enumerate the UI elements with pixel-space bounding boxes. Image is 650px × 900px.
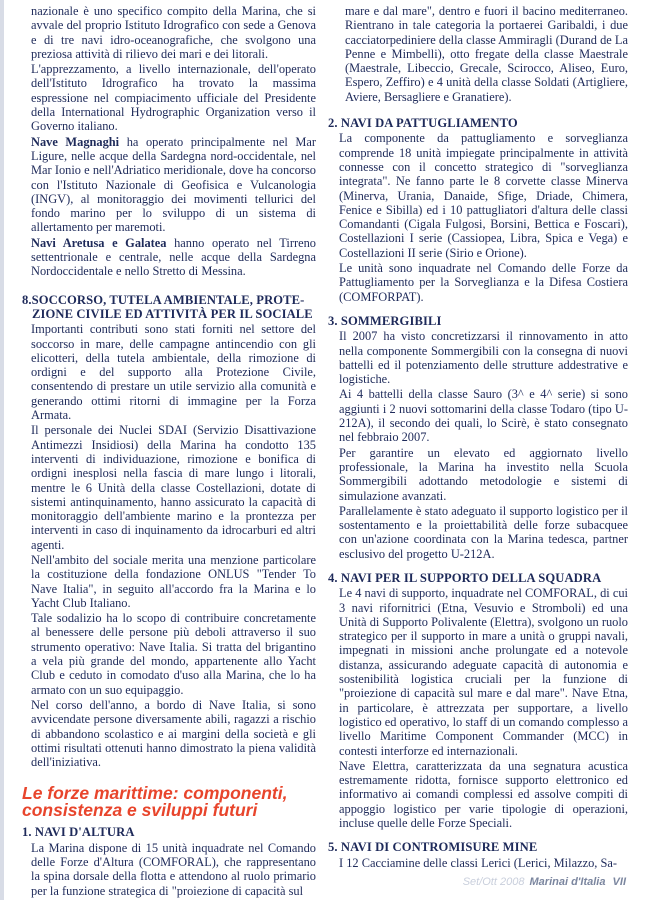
section-8-heading — [22, 293, 316, 322]
left-column — [22, 4, 316, 898]
section-3-paragraph: Ai 4 battelli della classe Sauro (3^ e 4^ serie) si sono aggiunti i 2 nuovi sottomarini della classe Todaro (tipo U-212A), il secondo dei quali, lo Scirè, è stato consegnato nel febbraio 2007. — [339, 387, 628, 445]
section-8-paragraph: Il personale dei Nuclei SDAI (Servizio Disattivazione Antimezzi Insidiosi) della Marina ha condotto 135 interventi di individuazione, rimozione e bonifica di ordigni inesplosi nella fascia di mare lungo i litorali, mentre le 6 Unità della classe Costellazioni, dotate di sistemi antinquinamento, hanno assicurato la capacità di monitoraggio dell'ambiente marino e la prontezza per interventi in caso di inquinamento da idrocarburi ed altri agenti. — [31, 423, 316, 552]
section-8-heading-line-1: 8.SOCCORSO, TUTELA AMBIENTALE, PROTE- — [22, 292, 305, 307]
aretusa-text: hanno operato nel Tirreno settentrionale e centrale, nelle acque della Sardegna Nordoccidentale e nello Stretto di Messina. — [31, 235, 316, 279]
section-8-paragraph: Tale sodalizio ha lo scopo di contribuire concretamente al benessere delle persone più deboli attraverso il suo strumento operativo: Nave Italia. Si tratta del brigantino a vela più grande del mondo, appartenente allo Yacht Club e ceduto in comodato d'uso alla Marina, che lo ha armato con un suo equipaggio. — [31, 611, 316, 697]
aretusa-lead: Navi Aretusa e Galatea — [31, 235, 167, 250]
section-3-paragraph: Parallelamente è stato adeguato il supporto logistico per il sostentamento e la proiettabilità delle forze subacquee con un'azione coordinata con la Marina tedesca, partner esclusivo del progetto U-212A. — [339, 503, 628, 561]
section-3-paragraph: Il 2007 ha visto concretizzarsi il rinnovamento in atto nella componente Sommergibili con la consegna di nuovi battelli ed il potenziamento delle strutture addestrative e logistiche. — [339, 329, 628, 387]
magnaghi-lead: Nave Magnaghi — [31, 134, 120, 149]
intro-paragraph-2: L'apprezzamento, a livello internazionale, dell'operato dell'Istituto Idrografico ha trovato la massima espressione nel compiacimento ufficiale del Presidente della International Hydrographic Organization verso il Governo italiano. — [31, 62, 316, 134]
section-3-heading: 3. SOMMERGIBILI — [328, 313, 442, 328]
intro-paragraph-1: nazionale è uno specifico compito della Marina, che si avvale del proprio Istituto Idrografico con sede a Genova e di tre navi idro-oceanografiche, che svolgono una preziosa attività di rilievo dei mari e dei litorali. — [31, 4, 316, 61]
section-4-heading: 4. NAVI PER IL SUPPORTO DELLA SQUADRA — [328, 570, 602, 585]
section-1-heading: 1. NAVI D'ALTURA — [22, 825, 135, 840]
section-8-paragraph: Nel corso dell'anno, a bordo di Nave Italia, si sono avvicendate persone diversamente abili, ragazzi a rischio di abbandono scolastico e ai margini della società e gli ottimi risultati ottenuti hanno dimostrato la piena validità dell'iniziativa. — [31, 697, 316, 770]
feature-title — [22, 785, 316, 819]
magnaghi-text: ha operato principalmente nel Mar Ligure, nelle acque della Sardegna nord-occidentale, nel Mar Ionio e nell'Adriatico meridionale, dove ha concorso con l'Istituto Nazionale di Geofisica e Vulcanologia (INGV), al monitoraggio dei movimenti tellurici del fondo marino per lo sviluppo di un sistema di allertamento per maremoti. — [31, 134, 316, 235]
section-1-paragraph: La Marina dispone di 15 unità inquadrate nel Comando delle Forze d'Altura (COMFORAL), che rappresentano la spina dorsale della flotta e attendono al ruolo primario per la funzione strategica di "proiezione di capacità sul — [31, 840, 316, 898]
page-edge — [0, 0, 4, 900]
feature-title-line-2: consistenza e sviluppi futuri — [22, 800, 258, 821]
section-2-paragraph: La componente da pattugliamento e sorveglianza comprende 18 unità impiegate principalmente in attività connesse con il concetto strategico di "sorveglianza integrata". Ne fanno parte le 8 corvette classe Minerva (Minerva, Urania, Danaide, Sfige, Driade, Chimera, Fenice e Sibilla) ed i 10 pattugliatori d'altura delle classi Comandanti (Cigala Fulgosi, Borsini, Bettica e Foscari), Costellazioni I serie (Cassiopea, Libra, Spica e Vega) e Costellazioni II serie (Sirio e Orione). — [339, 131, 628, 260]
section-3-paragraph: Per garantire un elevato ed aggiornato livello professionale, la Marina ha investito nella Scuola Sommergibili adottando metodologie e sistemi di simulazione avanzati. — [339, 445, 628, 503]
feature-title-line-1: Le forze marittime: componenti, — [22, 783, 288, 804]
magazine-name: Marinai d'Italia — [529, 876, 606, 888]
section-4-paragraph: Le 4 navi di supporto, inquadrate nel COMFORAL, di cui 3 navi rifornitrici (Etna, Vesuvio e Stromboli) ed una Unità di Supporto Polivalente (Elettra), svolgono un ruolo strategico per il supporto in mare a unità o gruppi navali, impegnati in missioni anche prolungate ed a notevole distanza, assicurando adeguate capacità di autonomia e sostenibilità logistica cruciali per la funzione di "proiezione di capacità sul mare e dal mare". Nave Etna, in particolare, è attrezzata per supportare, a livello logistico ed operativo, lo staff di un comando complesso a livello Maritime Component Commander (MCC) in contesti interforze ed internazionali. — [339, 586, 628, 758]
section-8-paragraph: Nell'ambito del sociale merita una menzione particolare la costituzione della fondazione ONLUS "Tender To Nave Italia", in seguito all'accordo fra la Marina e lo Yacht Club Italiano. — [31, 552, 316, 610]
right-column — [328, 4, 628, 870]
section-8-heading-line-2: ZIONE CIVILE ED ATTIVITÀ PER IL SOCIALE — [32, 306, 313, 321]
section-5-heading: 5. NAVI DI CONTROMISURE MINE — [328, 840, 538, 855]
page-number: VII — [612, 876, 626, 888]
continuation-paragraph: mare e dal mare", dentro e fuori il bacino mediterraneo. Rientrano in tale categoria la portaerei Garibaldi, i due cacciatorpediniere della classe Ammiragli (Durand de La Penne e Mimbelli), otto fregate della classe Maestrale (Maestrale, Libeccio, Grecale, Scirocco, Aliseo, Euro, Espero, Zeffiro) e 4 unità della classe Soldati (Artigliere, Aviere, Bersagliere e Granatiere). — [345, 4, 628, 104]
section-8-paragraph: Importanti contributi sono stati forniti nel settore del soccorso in mare, delle campagne antincendio con gli elicotteri, della tutela ambientale, della rimozione di ordigni e del supporto alla Protezione Civile, consentendo di prestare un utile servizio alla comunità e generando ottimi ritorni di immagine per la Forza Armata. — [31, 322, 316, 423]
section-2-paragraph: Le unità sono inquadrate nel Comando delle Forze da Pattugliamento per la Sorveglianza e la Difesa Costiera (COMFORPAT). — [339, 261, 628, 304]
page-footer — [463, 876, 626, 888]
section-2-heading: 2. NAVI DA PATTUGLIAMENTO — [328, 116, 518, 131]
issue-date: Set/Ott 2008 — [462, 876, 525, 888]
section-4-paragraph: Nave Elettra, caratterizzata da una segnatura acustica estremamente ridotta, fornisce supporto elettronico ed informativo ai comandi complessi ed assolve compiti di appoggio logistico per varie tipologie di operazioni, incluse quelle delle Forze Speciali. — [339, 758, 628, 831]
section-5-paragraph: I 12 Cacciamine delle classi Lerici (Lerici, Milazzo, Sa- — [339, 855, 617, 870]
aretusa-paragraph — [22, 236, 316, 279]
magnaghi-paragraph — [22, 135, 316, 235]
